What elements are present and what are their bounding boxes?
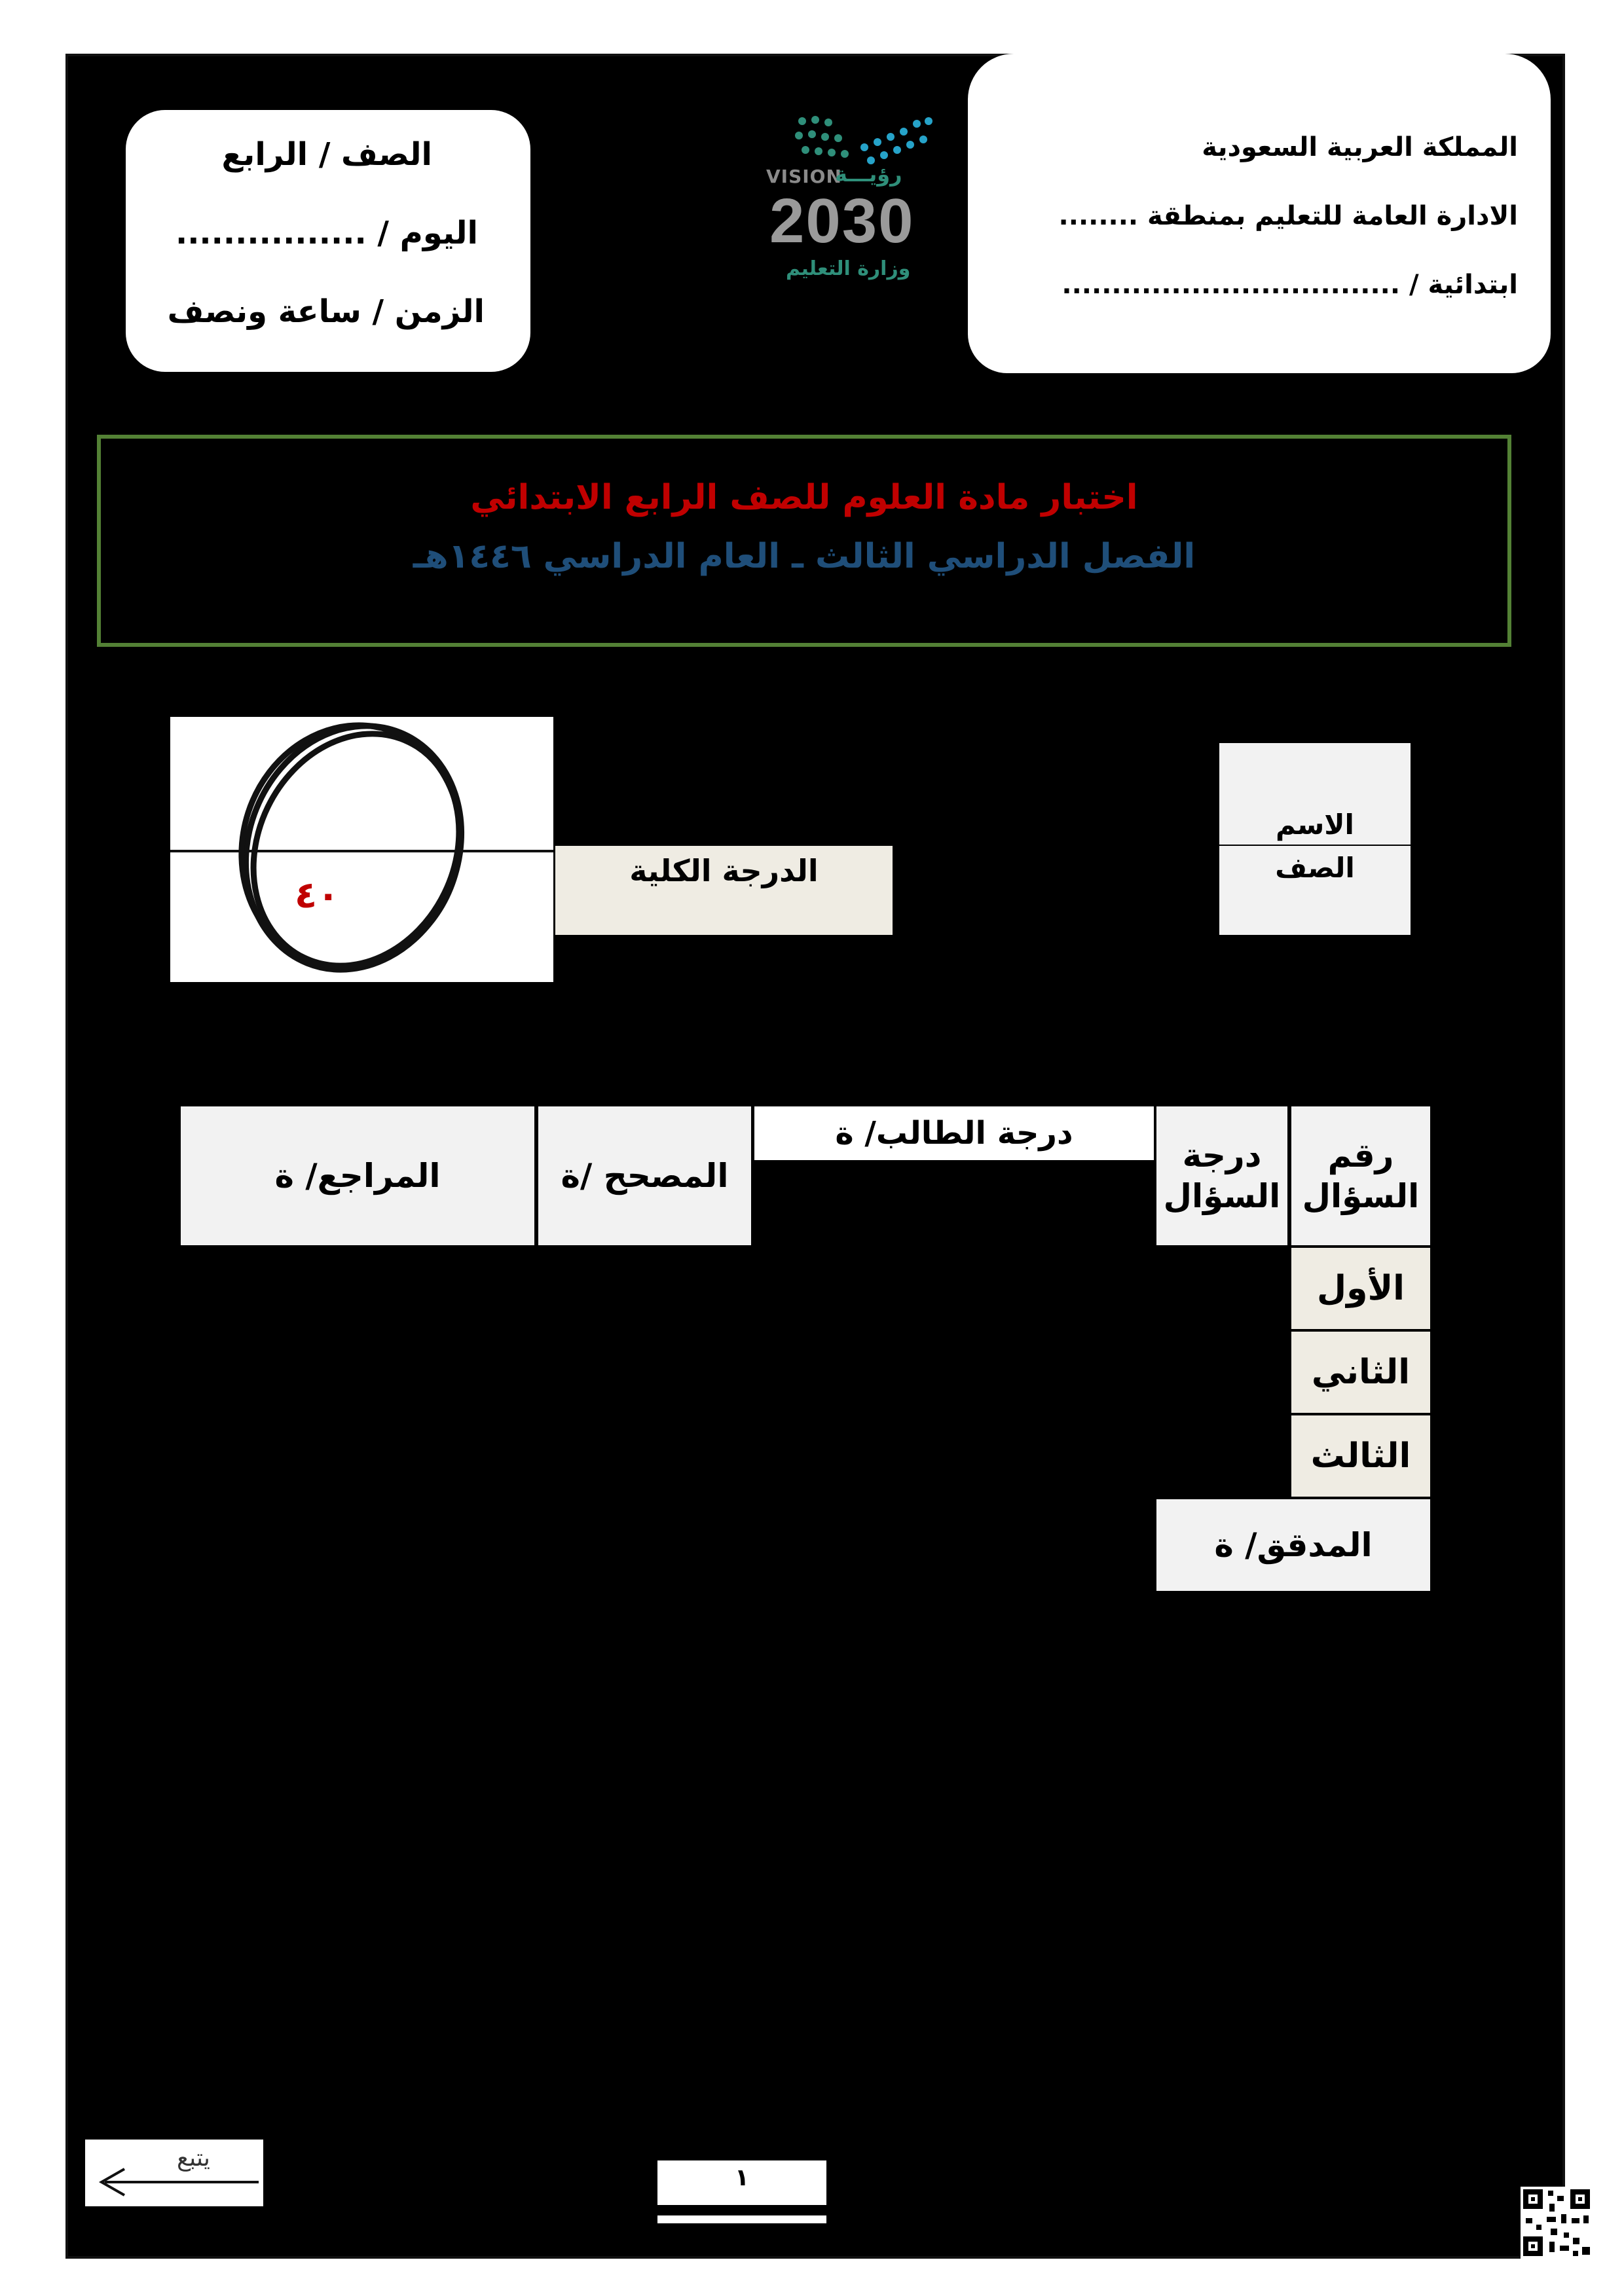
left-arrow-icon xyxy=(92,2166,262,2198)
question-row-label: الأول xyxy=(1291,1248,1430,1329)
corrector-header: المصحح /ة xyxy=(538,1106,751,1245)
education-admin-line: الادارة العامة للتعليم بمنطقة ........ xyxy=(1058,201,1518,231)
header-right-box xyxy=(968,54,1551,373)
total-score-value: ٤٠ xyxy=(295,874,340,917)
page-number-box xyxy=(657,2160,826,2205)
exam-title-box xyxy=(97,435,1511,647)
vision-year: 2030 xyxy=(769,186,915,256)
grade-line: الصف / الرابع xyxy=(221,136,432,173)
continue-box xyxy=(85,2140,263,2206)
question-row-label: الثالث xyxy=(1291,1415,1430,1497)
student-name-label: الاسم xyxy=(1219,743,1411,845)
school-line: ابتدائية / .................................. xyxy=(1061,270,1518,300)
exam-subtitle: الفصل الدراسي الثالث ـ العام الدراسي ١٤٤٦هـ xyxy=(413,537,1196,576)
reviewer-header: المراجع/ ة xyxy=(181,1106,534,1245)
vision-arabic: رؤيـــة xyxy=(835,162,902,187)
vision-latin: VISION xyxy=(766,166,842,187)
time-line: الزمن / ساعة ونصف xyxy=(167,293,485,330)
page-number: ١ xyxy=(735,2164,749,2191)
vision-2030-logo xyxy=(740,108,936,291)
qr-code-icon xyxy=(1521,2187,1593,2259)
exam-title: اختبار مادة العلوم للصف الرابع الابتدائي xyxy=(470,478,1138,517)
kingdom-line: المملكة العربية السعودية xyxy=(1202,132,1518,162)
hand-drawn-circle-icon xyxy=(170,717,553,982)
page-number-underline xyxy=(657,2215,826,2223)
question-row-label: الثاني xyxy=(1291,1332,1430,1413)
day-line: اليوم / ................ xyxy=(175,215,478,251)
auditor-label: المدقق/ ة xyxy=(1156,1499,1430,1591)
student-grade-header: درجة الطالب/ ة xyxy=(754,1106,1154,1160)
header-left-box xyxy=(126,110,530,372)
continue-label: يتبع xyxy=(177,2145,210,2172)
question-number-header: رقم السؤال xyxy=(1291,1106,1430,1245)
ministry-name: وزارة التعليم xyxy=(786,257,911,280)
total-score-box xyxy=(170,717,553,982)
question-grade-header: درجة السؤال xyxy=(1156,1106,1287,1245)
student-class-label: الصف xyxy=(1219,846,1411,935)
total-score-label: الدرجة الكلية xyxy=(555,846,893,935)
